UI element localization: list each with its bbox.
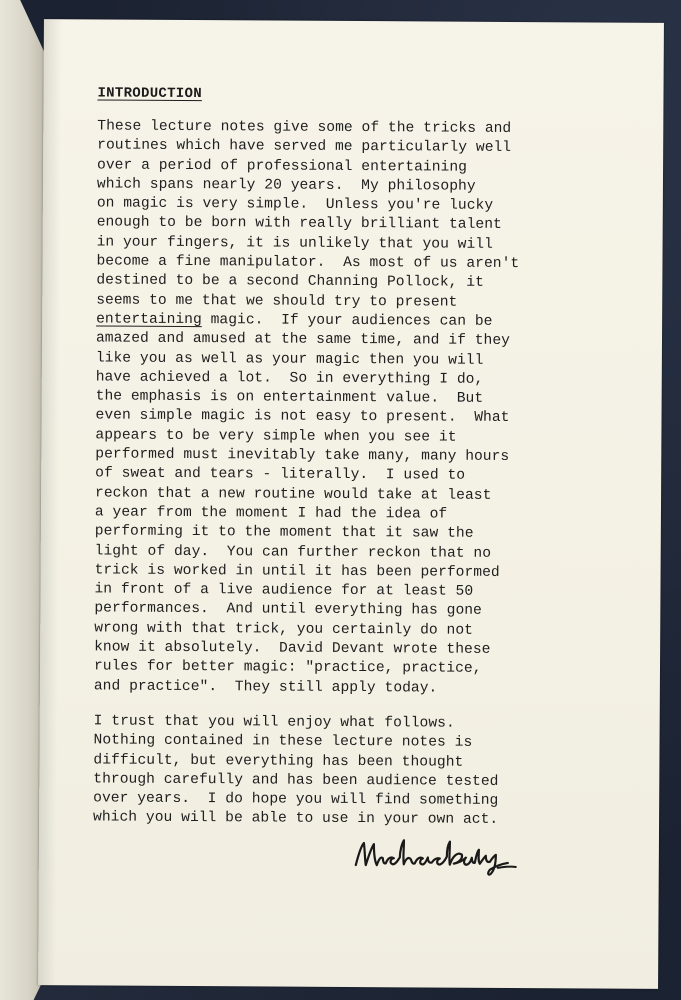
text-line: light of day. You can further reckon that no bbox=[94, 542, 492, 562]
underlined-word: entertaining bbox=[96, 311, 202, 329]
text-line: which spans nearly 20 years. My philosophy bbox=[96, 176, 476, 195]
text-line: wrong with that trick, you certainly do not bbox=[94, 620, 474, 639]
text-line: reckon that a new routine would take at least bbox=[95, 485, 492, 504]
text-line: the emphasis is on entertainment value. But bbox=[95, 388, 484, 407]
text-line: a year from the moment I had the idea of bbox=[94, 504, 448, 523]
section-heading: INTRODUCTION bbox=[97, 85, 202, 103]
text-line: know it absolutely. David Devant wrote these bbox=[94, 639, 491, 658]
text-line: in front of a live audience for at least 50 bbox=[94, 581, 474, 600]
text-line: through carefully and has been audience tested bbox=[93, 771, 499, 790]
text-line: appears to be very simple when you see it bbox=[95, 427, 457, 446]
text-line: even simple magic is not easy to present. What bbox=[95, 407, 510, 427]
paragraph-1 bbox=[94, 117, 568, 699]
text-line: over a period of professional entertaining bbox=[97, 157, 468, 176]
text-line: performing it to the moment that it saw the bbox=[94, 523, 474, 542]
text-line: routines which have served me particularly well bbox=[97, 137, 512, 157]
text-line: amazed and amused at the same time, and if they bbox=[95, 330, 511, 350]
text-line: over years. I do hope you will find something bbox=[93, 790, 499, 810]
text-line: like you as well as your magic then you will bbox=[95, 350, 484, 369]
text-line: performed must inevitably take many, many hours bbox=[95, 446, 510, 466]
text-line: have achieved a lot. So in everything I do, bbox=[95, 369, 484, 388]
text-line-rest: magic. If your audiences can be bbox=[201, 312, 493, 330]
text-line: difficult, but everything has been thought bbox=[93, 752, 464, 771]
text-line: of sweat and tears - literally. I used to bbox=[95, 465, 466, 485]
text-line: These lecture notes give some of the tricks and bbox=[97, 118, 512, 137]
text-line: destined to be a second Channing Pollock, it bbox=[96, 272, 484, 292]
text-line: on magic is very simple. Unless you're lucky bbox=[96, 195, 494, 215]
text-line: enough to be born with really brilliant talent bbox=[96, 214, 502, 234]
text-line: rules for better magic: "practice, practice, bbox=[93, 658, 482, 678]
text-line: become a fine manipulator. As most of us aren't bbox=[96, 253, 520, 273]
text-line: performances. And until everything has gone bbox=[94, 600, 482, 620]
paragraph-2 bbox=[93, 712, 564, 831]
text-line: I trust that you will enjoy what follows. bbox=[93, 713, 455, 732]
text-line: in your fingers, it is unlikely that you will bbox=[96, 234, 493, 253]
handwritten-signature bbox=[350, 829, 526, 882]
text-line: Nothing contained in these lecture notes is bbox=[93, 732, 473, 752]
text-line: seems to me that we should try to present bbox=[96, 292, 458, 311]
signature-ink bbox=[350, 829, 526, 882]
text-line: trick is worked in until it has been performed bbox=[94, 562, 500, 581]
text-line: and practice". They still apply today. bbox=[93, 678, 438, 697]
text-line: which you will be able to use in your own act. bbox=[93, 809, 499, 829]
booklet-page bbox=[38, 19, 664, 989]
